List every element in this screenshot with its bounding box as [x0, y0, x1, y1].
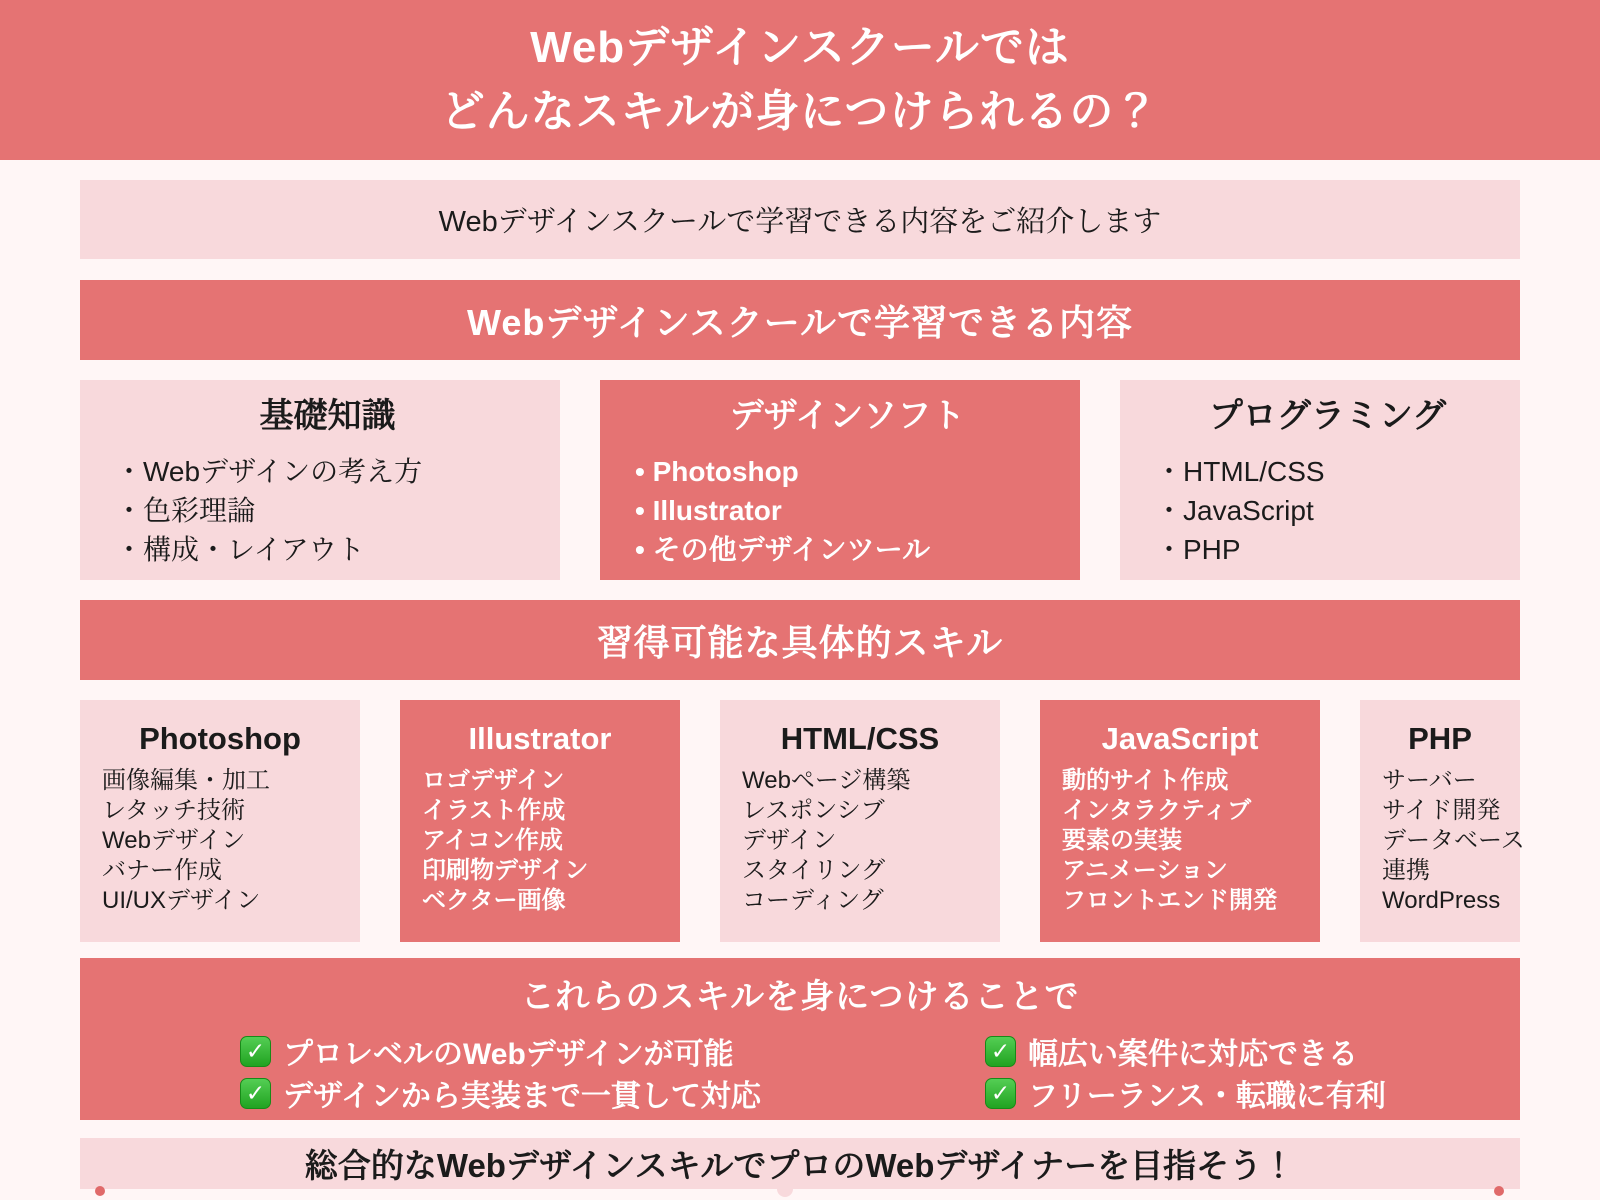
list-item: ・JavaScript	[1155, 495, 1314, 526]
list-item: データベース	[1382, 827, 1525, 854]
card-item-list	[1155, 452, 1500, 569]
benefits-title: これらのスキルを身につけることで	[520, 978, 1080, 1016]
card-item-list	[1062, 766, 1320, 916]
card-item-list	[742, 766, 1000, 916]
list-item: Webデザイン	[102, 827, 246, 854]
benefit-item	[240, 1030, 985, 1072]
card-programming	[1120, 380, 1520, 580]
section2-heading-bar	[80, 600, 1520, 680]
section2-card-row	[80, 700, 1525, 942]
list-item: ベクター画像	[422, 887, 566, 914]
list-item: • Photoshop	[635, 456, 799, 487]
list-item: • その他デザインツール	[635, 534, 931, 565]
list-item: ・構成・レイアウト	[115, 534, 365, 565]
card-htmlcss	[720, 700, 1000, 942]
list-item: バナー作成	[102, 857, 222, 884]
decorative-dot-left	[95, 1186, 105, 1196]
header-banner	[0, 0, 1600, 160]
header-title-line2: どんなスキルが身につけられるの？	[440, 87, 1160, 136]
card-title: JavaScript	[1101, 721, 1259, 756]
list-item: ・Webデザインの考え方	[115, 456, 423, 487]
benefit-text: デザインから実装まで一貫して対応	[283, 1080, 761, 1113]
card-title: プログラミング	[1208, 397, 1447, 435]
benefit-text: フリーランス・転職に有利	[1028, 1080, 1386, 1113]
list-item: イラスト作成	[422, 797, 566, 824]
card-design-software	[600, 380, 1080, 580]
card-title: HTML/CSS	[780, 721, 940, 756]
card-title: Photoshop	[139, 721, 301, 756]
footer-banner	[80, 1138, 1520, 1189]
content-column	[80, 180, 1525, 1189]
benefit-item	[985, 1030, 1520, 1072]
card-item-list	[1382, 766, 1525, 916]
list-item: ・HTML/CSS	[1155, 456, 1325, 487]
benefits-panel	[80, 958, 1520, 1120]
benefit-item	[240, 1072, 985, 1114]
card-title: デザインソフト	[729, 397, 966, 435]
list-item: レタッチ技術	[102, 797, 246, 824]
list-item: UI/UXデザイン	[102, 887, 261, 914]
list-item: アイコン作成	[422, 827, 563, 854]
list-item: 連携	[1382, 857, 1430, 884]
section2-title: 習得可能な具体的スキル	[596, 621, 1004, 663]
list-item: 印刷物デザイン	[422, 857, 589, 884]
check-icon: ✓	[240, 1078, 271, 1109]
section1-title: Webデザインスクールで学習できる内容	[466, 301, 1134, 343]
card-item-list	[422, 766, 680, 916]
card-item-list	[115, 452, 540, 569]
benefits-grid	[80, 1030, 1520, 1114]
list-item: フロントエンド開発	[1062, 887, 1278, 914]
list-item: 動的サイト作成	[1062, 767, 1229, 794]
list-item: アニメーション	[1062, 857, 1228, 884]
list-item: ・PHP	[1155, 534, 1241, 565]
card-photoshop	[80, 700, 360, 942]
list-item: 要素の実装	[1062, 827, 1182, 854]
benefit-text: 幅広い案件に対応できる	[1028, 1038, 1358, 1071]
card-item-list	[102, 766, 360, 916]
card-title: Illustrator	[468, 721, 612, 756]
section1-heading-bar	[80, 280, 1520, 360]
list-item: インタラクティブ	[1062, 797, 1252, 824]
card-title: PHP	[1408, 721, 1472, 756]
list-item: ロゴデザイン	[422, 767, 565, 794]
section1-card-row	[80, 380, 1520, 580]
list-item: WordPress	[1382, 887, 1501, 914]
intro-text: Webデザインスクールで学習できる内容をご紹介します	[438, 206, 1162, 238]
list-item: スタイリング	[742, 857, 886, 884]
check-icon: ✓	[985, 1078, 1016, 1109]
card-basic-knowledge	[80, 380, 560, 580]
intro-banner	[80, 180, 1520, 259]
list-item: サーバー	[1382, 767, 1477, 794]
list-item: Webページ構築	[742, 767, 911, 794]
list-item: コーディング	[742, 887, 884, 914]
benefit-text: プロレベルのWebデザインが可能	[283, 1038, 734, 1071]
footer-text: 総合的なWebデザインスキルでプロのWebデザイナーを目指そう！	[304, 1147, 1296, 1184]
check-icon: ✓	[985, 1036, 1016, 1067]
list-item: 画像編集・加工	[102, 767, 270, 794]
list-item: サイド開発	[1382, 797, 1501, 824]
list-item: レスポンシブ	[742, 797, 885, 824]
decorative-dot-right	[1494, 1186, 1504, 1196]
check-icon: ✓	[240, 1036, 271, 1067]
decorative-bump-center	[777, 1189, 793, 1197]
list-item: デザイン	[742, 827, 837, 854]
card-php	[1360, 700, 1525, 942]
benefit-item	[985, 1072, 1520, 1114]
list-item: ・色彩理論	[115, 495, 256, 526]
list-item: • Illustrator	[635, 495, 782, 526]
header-title-line1: Webデザインスクールでは	[530, 23, 1070, 72]
card-item-list	[635, 452, 1060, 569]
card-title: 基礎知識	[259, 397, 396, 435]
card-javascript	[1040, 700, 1320, 942]
card-illustrator	[400, 700, 680, 942]
